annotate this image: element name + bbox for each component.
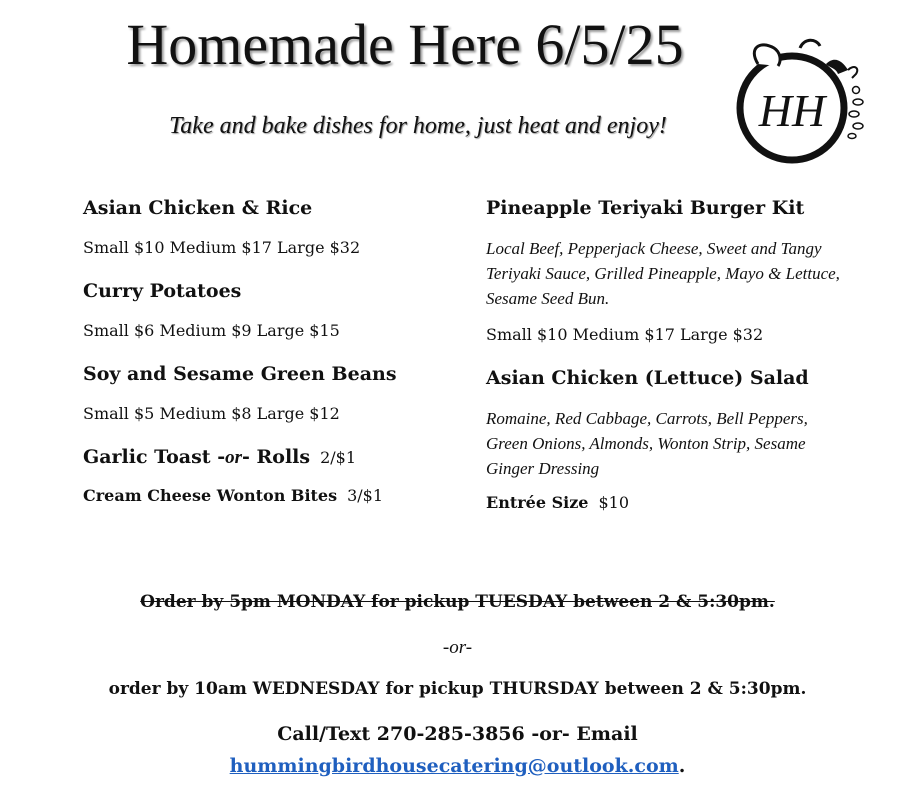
- page-title: Homemade Here 6/5/25: [126, 12, 684, 77]
- contact-line: Call/Text 270-285-3856 -or- Email: [277, 723, 638, 745]
- hummingbird-house-logo: [730, 34, 870, 170]
- menu-item: [83, 362, 463, 425]
- item-prices: Small $5 Medium $8 Large $12: [83, 404, 340, 423]
- item-size-line: [486, 493, 846, 512]
- email-line: [0, 755, 915, 777]
- item-name: Soy and Sesame Green Beans: [83, 363, 397, 385]
- item-price: 2/$1: [320, 448, 357, 467]
- item-prices: Small $10 Medium $17 Large $32: [486, 325, 764, 344]
- item-name: Curry Potatoes: [83, 280, 242, 302]
- item-name-suffix: - Rolls: [242, 446, 311, 468]
- menu-item: [83, 445, 463, 470]
- menu-item: [486, 196, 846, 346]
- item-name: Pineapple Teriyaki Burger Kit: [486, 197, 805, 219]
- menu-item: [83, 196, 463, 259]
- item-name: Asian Chicken (Lettuce) Salad: [486, 367, 809, 389]
- cancelled-order-notice: Order by 5pm MONDAY for pickup TUESDAY between 2 & 5:30pm.: [140, 592, 775, 612]
- item-prices: Small $10 Medium $17 Large $32: [83, 238, 361, 257]
- item-price: $10: [598, 493, 630, 512]
- logo-monogram: HH: [758, 85, 826, 136]
- email-period: .: [678, 755, 686, 777]
- item-name-line: [83, 486, 463, 505]
- item-name: [83, 445, 463, 470]
- item-name-prefix: Garlic Toast -: [83, 446, 226, 468]
- page-subtitle: Take and bake dishes for home, just heat and enjoy!: [169, 113, 667, 139]
- menu-item: [83, 279, 463, 342]
- item-price: 3/$1: [347, 486, 384, 505]
- item-name: Cream Cheese Wonton Bites: [83, 486, 338, 505]
- or-separator: -or-: [442, 637, 473, 658]
- right-menu-column: [486, 196, 846, 512]
- item-prices: Small $6 Medium $9 Large $15: [83, 321, 340, 340]
- item-description: Local Beef, Pepperjack Cheese, Sweet and Tangy Teriyaki Sauce, Grilled Pineapple, Mayo & Lettuce, Sesame Seed Bun.: [486, 239, 840, 308]
- item-description: Romaine, Red Cabbage, Carrots, Bell Peppers, Green Onions, Almonds, Wonton Strip, Sesame Ginger Dressing: [486, 409, 808, 478]
- item-name-or: or: [225, 447, 242, 468]
- order-notice: order by 10am WEDNESDAY for pickup THURSDAY between 2 & 5:30pm.: [108, 679, 807, 699]
- email-link[interactable]: hummingbirdhousecatering@outlook.com: [229, 755, 679, 777]
- menu-item: [486, 366, 846, 512]
- item-size-label: Entrée Size: [486, 493, 589, 512]
- left-menu-column: [83, 196, 463, 505]
- menu-item: [83, 486, 463, 505]
- item-name: Asian Chicken & Rice: [83, 197, 313, 219]
